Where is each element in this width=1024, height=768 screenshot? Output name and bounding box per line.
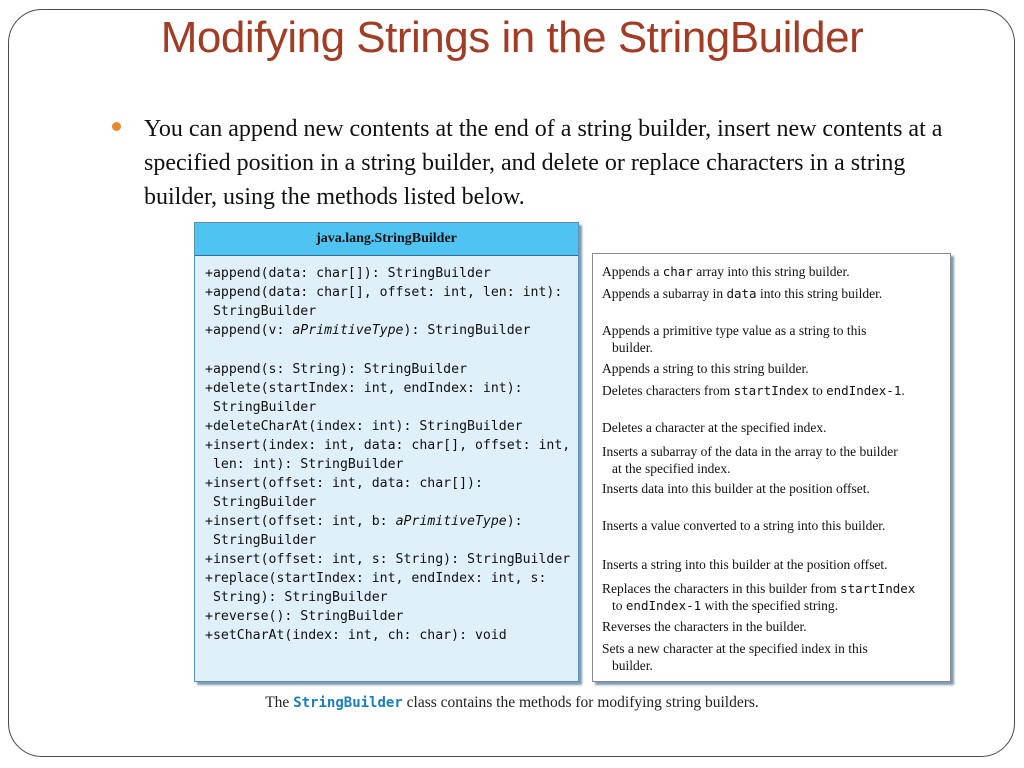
method-insert-subarray: +insert(index: int, data: char[], offset: int, len: int): StringBuilder xyxy=(205,438,571,472)
uml-class-name: java.lang.StringBuilder xyxy=(195,223,578,256)
desc-insert-subarray: Inserts a subarray of the data in the array to the builder at the specified index. xyxy=(602,444,898,476)
desc-replace: Replaces the characters in this builder from startIndex to endIndex-1 with the specified string. xyxy=(602,581,916,613)
method-append-char-array: +append(data: char[]): StringBuilder xyxy=(205,266,491,281)
method-delete-char-at: +deleteCharAt(index: int): StringBuilder xyxy=(205,419,523,434)
desc-delete-char-at: Deletes a character at the specified index. xyxy=(602,420,827,435)
uml-method-list xyxy=(195,256,578,645)
bullet-text: You can append new contents at the end of a string builder, insert new contents at a specified position in a string builder, and delete or replace characters in a string builder, using the methods listed below. xyxy=(144,116,943,210)
method-descriptions-box xyxy=(592,253,951,682)
method-set-char-at: +setCharAt(index: int, ch: char): void xyxy=(205,628,507,643)
desc-insert-string: Inserts a string into this builder at the position offset. xyxy=(602,557,888,572)
desc-append-char-array: Appends a char array into this string builder. xyxy=(602,264,850,279)
desc-append-string: Appends a string to this string builder. xyxy=(602,361,809,376)
bullet-dot-icon xyxy=(112,122,121,131)
desc-delete: Deletes characters from startIndex to endIndex-1. xyxy=(602,383,905,398)
method-insert-string: +insert(offset: int, s: String): StringBuilder xyxy=(205,552,571,567)
method-delete: +delete(startIndex: int, endIndex: int): StringBuilder xyxy=(205,381,523,415)
desc-append-subarray: Appends a subarray in data into this string builder. xyxy=(602,286,883,301)
uml-class-diagram xyxy=(194,222,579,682)
method-replace: +replace(startIndex: int, endIndex: int, s: String): StringBuilder xyxy=(205,571,547,605)
method-append-subarray: +append(data: char[], offset: int, len: int): StringBuilder xyxy=(205,285,563,319)
method-insert-char-array: +insert(offset: int, data: char[]): StringBuilder xyxy=(205,476,483,510)
desc-insert-char-array: Inserts data into this builder at the position offset. xyxy=(602,481,870,496)
slide-title: Modifying Strings in the StringBuilder xyxy=(160,13,864,62)
method-append-string: +append(s: String): StringBuilder xyxy=(205,362,468,377)
bullet-item xyxy=(112,112,962,214)
method-reverse: +reverse(): StringBuilder xyxy=(205,609,404,624)
method-insert-primitive: +insert(offset: int, b: aPrimitiveType): StringBuilder xyxy=(205,514,523,548)
desc-set-char-at: Sets a new character at the specified index in this builder. xyxy=(602,641,868,673)
desc-reverse: Reverses the characters in the builder. xyxy=(602,619,807,634)
desc-append-primitive: Appends a primitive type value as a string to this builder. xyxy=(602,323,867,355)
desc-insert-primitive: Inserts a value converted to a string into this builder. xyxy=(602,518,886,533)
method-append-primitive: +append(v: aPrimitiveType): StringBuilder xyxy=(205,323,531,338)
figure-caption: The StringBuilder class contains the methods for modifying string builders. xyxy=(265,694,759,711)
